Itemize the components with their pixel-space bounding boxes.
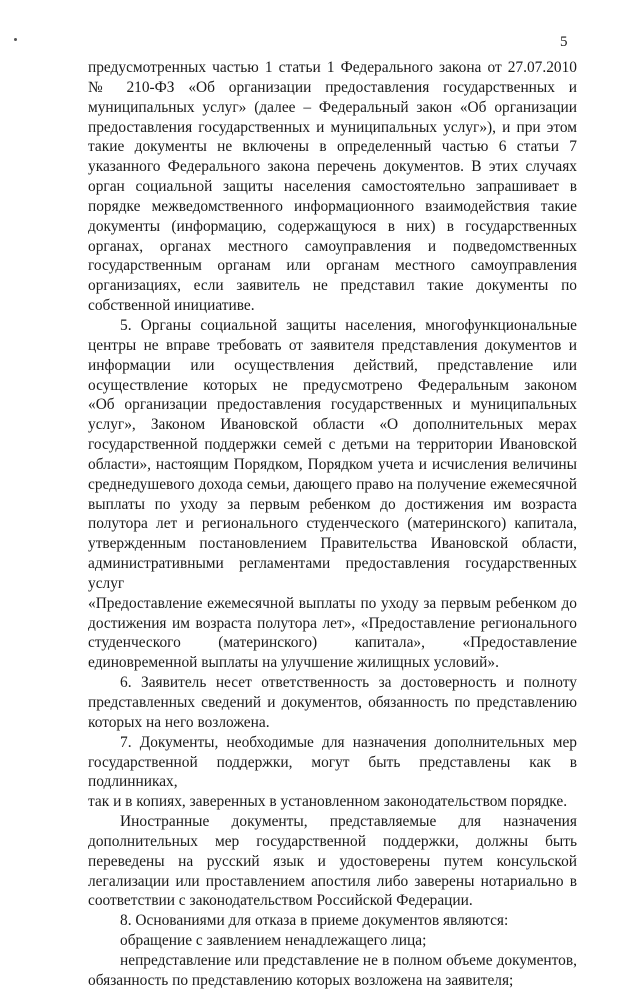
text-line: муниципальных услуг» (далее – Федеральный закон «Об организации	[88, 98, 577, 116]
text-line: единовременной выплаты на улучшение жилищных условий».	[88, 654, 499, 672]
text-line: государственным органам или органам местного самоуправления	[88, 257, 577, 275]
text-line: непредставление или представление не в полном объеме документов,	[120, 951, 577, 969]
text-line: переведены на русский язык и удостоверены путем консульской	[88, 852, 577, 870]
text-line: 7. Документы, необходимые для назначения дополнительных мер	[120, 733, 577, 751]
text-line: соответствии с законодательством Российской Федерации.	[88, 892, 473, 910]
text-line: собственной инициативе.	[88, 297, 255, 315]
text-line: которых на него возложена.	[88, 713, 270, 731]
text-line: дополнительных мер государственной поддержки, должны быть	[88, 832, 577, 850]
text-line: предоставления государственных и муниципальных услуг»), и при этом	[88, 118, 577, 136]
text-line: 8. Основаниями для отказа в приеме документов являются:	[120, 912, 509, 930]
text-line: 6. Заявитель несет ответственность за достоверность и полноту	[120, 674, 577, 692]
text-line: полутора лет и регионального студенческого (материнского) капитала,	[88, 515, 577, 533]
text-line: представленных сведений и документов, обязанность по представлению	[88, 694, 577, 711]
text-line: обращение с заявлением ненадлежащего лица;	[120, 932, 427, 950]
text-line: административными регламентами предоставления государственных услуг	[88, 555, 577, 592]
text-line: так и в копиях, заверенных в установленном законодательством порядке.	[88, 793, 568, 811]
text-line: среднедушевого дохода семьи, дающего право на получение ежемесячной	[88, 475, 577, 493]
text-line: осуществление которых не предусмотрено Федеральным законом	[88, 376, 577, 394]
scan-speck	[14, 38, 17, 41]
text-line: центры не вправе требовать от заявителя представления документов и	[88, 336, 577, 354]
text-line: «Предоставление ежемесячной выплаты по уходу за первым ребенком до	[88, 594, 577, 612]
page-number: 5	[560, 34, 568, 50]
text-line: информации или осуществления действий, представление или	[88, 356, 577, 374]
text-line: документы (информацию, содержащуюся в них) в государственных	[88, 217, 577, 235]
text-line: такие документы не включены в определенный частью 6 статьи 7	[88, 138, 577, 156]
text-line: достижения им возраста полутора лет», «Предоставление регионального	[88, 614, 577, 632]
text-line: «Об организации предоставления государственных и муниципальных	[88, 396, 577, 414]
text-line: предусмотренных частью 1 статьи 1 Федерального закона от 27.07.2010	[88, 59, 577, 76]
text-line: орган социальной защиты населения самостоятельно запрашивает в	[88, 178, 577, 196]
text-line: организациях, если заявитель не представил такие документы по	[88, 277, 577, 295]
text-line: 5. Органы социальной защиты населения, многофункциональные	[120, 316, 577, 334]
text-line: порядке межведомственного информационного взаимодействия такие	[88, 197, 577, 215]
text-line: государственной поддержки, могут быть представлены как в подлинниках,	[88, 753, 577, 791]
text-line: утвержденным постановлением Правительства Ивановской области,	[88, 535, 577, 553]
text-line: обязанность по представлению которых возложена на заявителя;	[88, 971, 514, 989]
text-line: Иностранные документы, представляемые для назначения	[120, 813, 577, 831]
text-line: легализации или проставлением апостиля либо заверены нотариально в	[88, 872, 577, 890]
text-line: № 210-ФЗ «Об организации предоставления государственных и	[88, 78, 577, 96]
text-line: указанного Федерального закона перечень документов. В этих случаях	[88, 158, 577, 176]
text-line: области», настоящим Порядком, Порядком учета и исчисления величины	[88, 455, 577, 473]
text-line: выплаты по уходу за первым ребенком до достижения им возраста	[88, 495, 577, 513]
document-body	[88, 58, 577, 991]
text-line: государственной поддержки семей с детьми на территории Ивановской	[88, 436, 577, 454]
text-line: студенческого (материнского) капитала», «Предоставление	[88, 634, 577, 652]
text-line: органах, органах местного самоуправления и подведомственных	[88, 237, 577, 255]
text-line: услуг», Законом Ивановской области «О дополнительных мерах	[88, 416, 577, 434]
